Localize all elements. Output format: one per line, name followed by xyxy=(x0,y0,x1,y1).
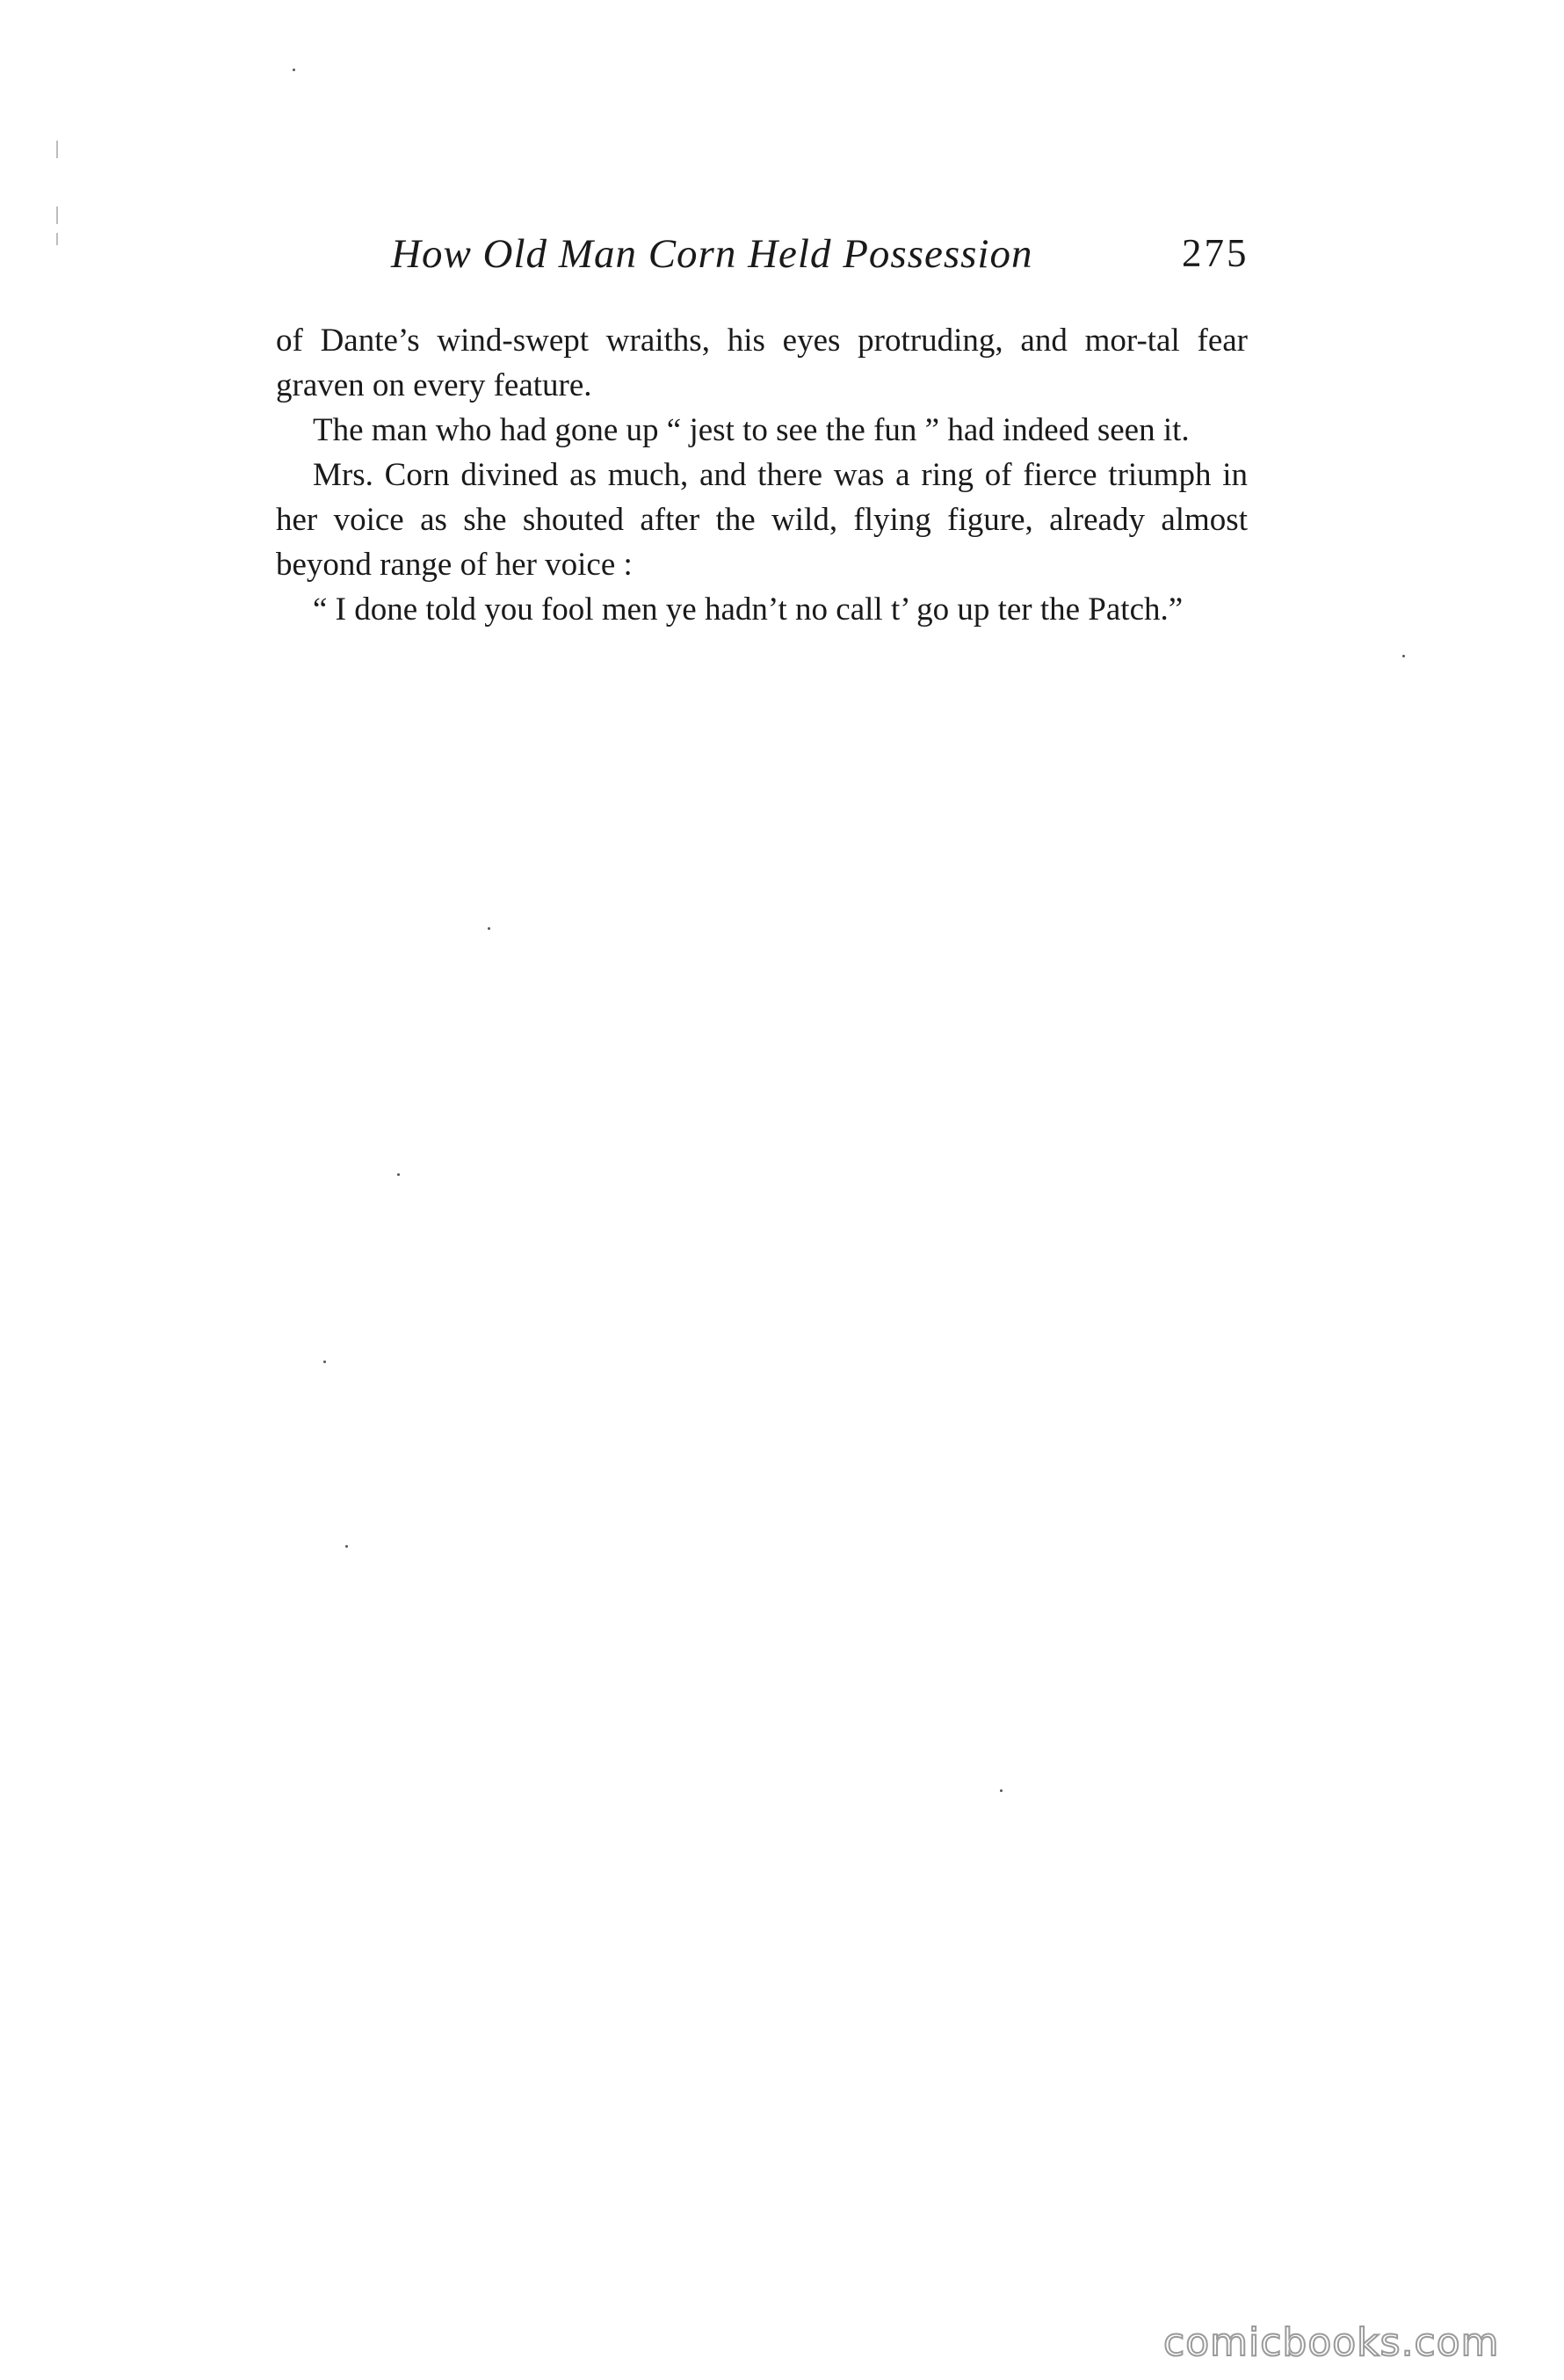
watermark: comicbooks.com xyxy=(1163,2320,1500,2365)
scan-speck xyxy=(345,1545,348,1548)
scan-speck xyxy=(293,69,295,71)
scan-speck xyxy=(323,1361,326,1363)
page-number: 275 xyxy=(1182,231,1249,275)
scan-margin-mark xyxy=(56,141,58,158)
scan-speck xyxy=(488,927,490,930)
scan-speck xyxy=(1000,1789,1003,1792)
scan-margin-mark xyxy=(56,233,58,245)
body-text xyxy=(276,318,1248,632)
scan-margin-mark xyxy=(56,207,58,224)
paragraph: of Dante’s wind-swept wraiths, his eyes protruding, and mor-tal fear graven on every feature. xyxy=(276,323,1248,403)
scan-speck xyxy=(1402,655,1405,657)
scan-speck xyxy=(397,1173,400,1176)
paragraph: The man who had gone up “ jest to see the fun ” had indeed seen it. xyxy=(313,412,1190,448)
running-head-title: How Old Man Corn Held Possession xyxy=(391,231,1033,277)
running-head xyxy=(391,230,1270,292)
paragraph: “ I done told you fool men ye hadn’t no call t’ go up ter the Patch.” xyxy=(313,591,1184,628)
paragraph: Mrs. Corn divined as much, and there was a ring of fierce triumph in her voice as she shouted after the wild, flying figure, already almost beyond range of her voice : xyxy=(276,457,1248,583)
